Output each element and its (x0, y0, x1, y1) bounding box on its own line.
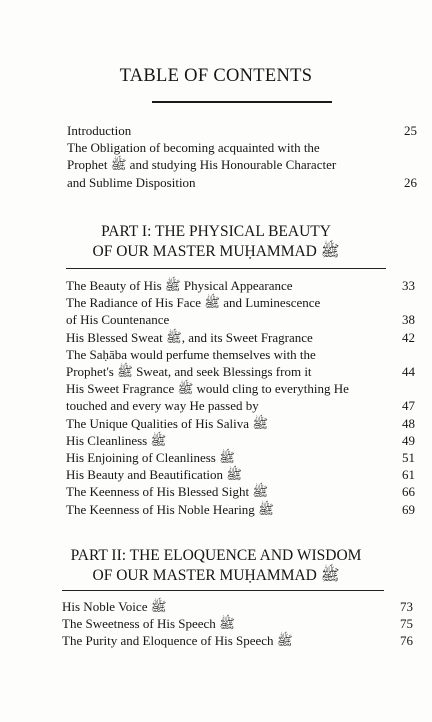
toc-entry-text: The Keenness of His Blessed Sight ﷺ (66, 484, 269, 500)
toc-entry-text: His Blessed Sweat ﷺ, and its Sweet Fragrance (66, 329, 313, 345)
toc-entry-line (66, 311, 415, 328)
toc-entry-page: 38 (402, 312, 415, 328)
part2-heading-line-1: PART II: THE ELOQUENCE AND WISDOM (70, 547, 362, 564)
toc-entry-text: The Purity and Eloquence of His Speech ﷺ (62, 633, 293, 649)
toc-entry-text: His Beauty and Beautification ﷺ (66, 467, 243, 483)
page-title: TABLE OF CONTENTS (119, 66, 313, 86)
toc-entry-text: Prophet's ﷺ Sweat, and seek Blessings from it (66, 364, 312, 379)
part1-heading-line-2: OF OUR MASTER MUḤAMMAD ﷺ (92, 243, 340, 260)
toc-entry-page: 47 (402, 398, 415, 414)
toc-entry-text: The Sweetness of His Speech ﷺ (62, 616, 235, 632)
toc-entry-line (66, 380, 415, 397)
toc-entry-line (67, 156, 417, 173)
toc-entry-line (66, 501, 415, 518)
toc-entry-line (66, 277, 415, 294)
toc-entry-line (62, 615, 413, 632)
toc-entry-page: 49 (402, 432, 415, 448)
toc-entry-page: 66 (402, 484, 415, 500)
toc-entry-text: His Sweet Fragrance ﷺ would cling to everything He (66, 381, 349, 397)
toc-entry-text: His Noble Voice ﷺ (62, 599, 167, 614)
toc-entry-text: The Beauty of His ﷺ Physical Appearance (66, 278, 293, 293)
toc-entry-page: 76 (400, 633, 413, 649)
toc-entry-text: His Cleanliness ﷺ (66, 432, 167, 448)
toc-entry-page: 44 (402, 364, 415, 379)
part2-heading-line-2: OF OUR MASTER MUḤAMMAD ﷺ (92, 567, 340, 584)
toc-entry-text: The Keenness of His Noble Hearing ﷺ (66, 501, 274, 517)
toc-entry-line (66, 449, 415, 466)
part2-separator (62, 590, 384, 591)
toc-entry-text: touched and every way He passed by (66, 398, 259, 414)
toc-entry-page: 69 (402, 501, 415, 517)
toc-entry-text: The Unique Qualities of His Saliva ﷺ (66, 415, 269, 431)
toc-entry-page: 25 (404, 123, 417, 138)
toc-entry-line (66, 466, 415, 483)
toc-entry-text: of His Countenance (66, 312, 170, 328)
toc-entry-page: 61 (402, 467, 415, 483)
toc-entry-line (67, 174, 417, 191)
toc-entry-page: 75 (400, 616, 413, 632)
toc-entry-line (66, 397, 415, 414)
toc-entry-text: His Enjoining of Cleanliness ﷺ (66, 450, 235, 465)
toc-entry-line (62, 632, 413, 649)
title-underline (152, 101, 332, 103)
toc-entry-text: and Sublime Disposition (67, 174, 196, 190)
toc-entry-page: 26 (404, 174, 417, 190)
toc-entry-page: 48 (402, 415, 415, 431)
toc-entry-text: The Radiance of His Face ﷺ and Luminescence (66, 295, 321, 311)
toc-entry-line (67, 122, 417, 139)
toc-entry-page: 51 (402, 450, 415, 465)
toc-entry-line (66, 483, 415, 500)
toc-entry-line (66, 432, 415, 449)
toc-entry-text: Prophet ﷺ and studying His Honourable Character (67, 157, 337, 173)
toc-entry-page: 73 (400, 599, 413, 614)
toc-entry-line (66, 329, 415, 346)
toc-entry-line (62, 598, 413, 615)
part1-heading-line-1: PART I: THE PHYSICAL BEAUTY (101, 223, 331, 240)
toc-entry-text: Introduction (67, 123, 132, 138)
toc-entry-line (66, 363, 415, 380)
part1-separator (66, 268, 386, 269)
toc-entry-page: 42 (402, 329, 415, 345)
toc-entry-line (66, 346, 415, 363)
toc-entry-text: The Saḥāba would perfume themselves with the (66, 346, 316, 362)
toc-entry-page: 33 (402, 278, 415, 293)
toc-entry-line (67, 139, 417, 156)
toc-entry-line (66, 415, 415, 432)
toc-entry-line (66, 294, 415, 311)
toc-entry-text: The Obligation of becoming acquainted with the (67, 140, 320, 156)
